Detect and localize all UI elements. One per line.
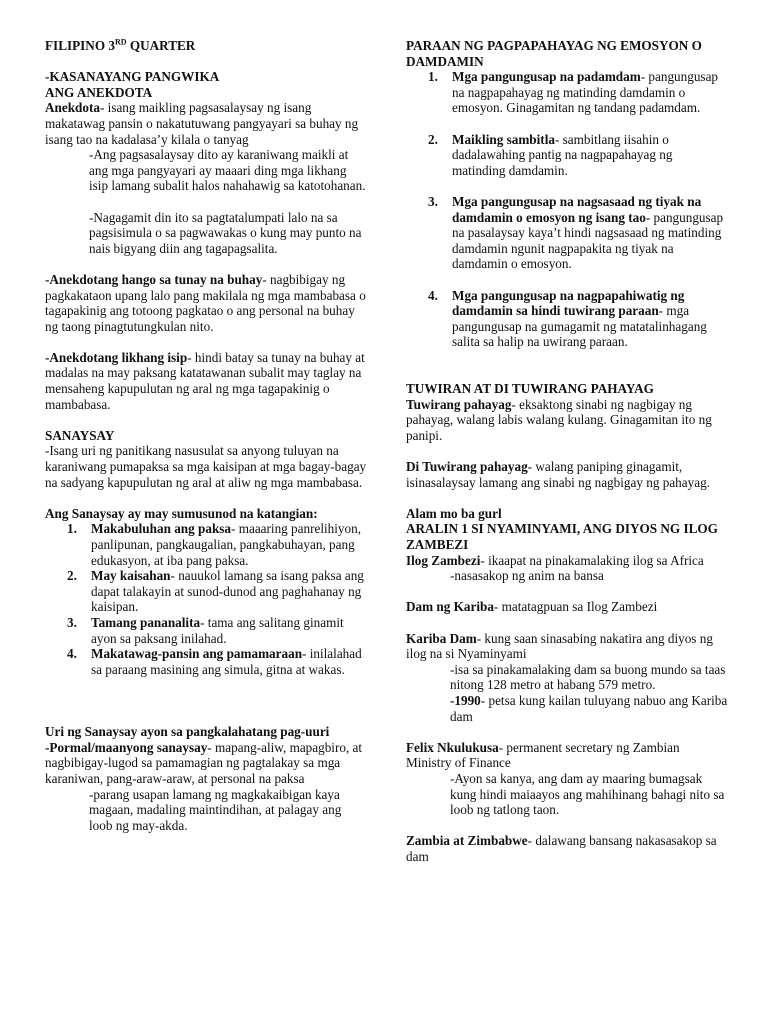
kariba-note-1: -isa sa pinakamalaking dam sa buong mundo sa taas nitong 128 metro at habang 579 metro. [450, 661, 726, 693]
katangian-heading: Ang Sanaysay ay may sumusunod na katangian: [45, 505, 318, 521]
anekdota-definition [45, 100, 367, 147]
pormal-term: -Pormal/maanyong sanaysay [45, 739, 208, 755]
anekdota-term: Anekdota [45, 100, 100, 116]
di-tuwiran-term: Di Tuwirang pahayag [406, 459, 528, 475]
hango-term: -Anekdotang hango sa tunay na buhay [45, 271, 263, 287]
anekdota-note-1: -Ang pagsasalaysay dito ay karaniwang maikli at ang mga pangyayari ay maaari ding mga likhang isip lamang subalit halos nahahawig sa katotohanan. [89, 147, 366, 194]
list-number: 2. [67, 568, 77, 584]
list-term: Mga pangungusap na nagsasaad ng tiyak na damdamin o emosyon ng isang tao [452, 193, 702, 225]
felix-note: -Ayon sa kanya, ang dam ay maaring bumagsak kung hindi maiaayos ang mahihinang bahagi nito sa loob ng tatlong taon. [450, 770, 725, 818]
kariba-year: -1990 [450, 692, 481, 708]
list-def: - mga pangungusap na gumagamit ng matatalinhagang salita sa halip na uwirang paraan. [452, 303, 707, 350]
list-item [406, 132, 728, 179]
paraan-list [406, 69, 728, 350]
ilog-def: - ikaapat na pinakamalaking ilog sa Africa [480, 552, 704, 568]
list-number: 4. [428, 287, 438, 303]
likha-term: -Anekdotang likhang isip [45, 349, 188, 365]
list-number: 2. [428, 131, 438, 147]
zambia-term: Zambia at Zimbabwe [406, 833, 528, 849]
likha-def: - hindi batay sa tunay na buhay at madalas na may paksang katatawanan subalit may taglay na mensaheng kapupulutan ng aral ng mga tagapakinig o mambabasa. [45, 349, 365, 412]
ilog-definition [406, 553, 728, 569]
list-def: - nauukol lamang sa isang paksa ang dapat talakayin at sunod-dunod ang paghahanay ng kaisipan. [91, 568, 364, 615]
section-heading-anekdota: ANG ANEKDOTA [45, 84, 153, 100]
list-term: Maikling sambitla [452, 131, 555, 147]
list-item [406, 194, 728, 272]
pormal-note: -parang usapan lamang ng magkakaibigan kaya magaan, madaling maintindihan, at palagay ang loob ng may-akda. [89, 786, 342, 833]
tuwiran-definition [406, 397, 728, 444]
list-def: - inilalahad sa paraang masining ang simula, gitna at wakas. [91, 646, 362, 677]
dam-term: Dam ng Kariba [406, 599, 494, 615]
list-item [406, 288, 728, 350]
list-def: - pangungusap na pasalaysay kaya’t hindi nagsasaad ng matinding damdamin ngunit nagpapakita ng tiyak na damdamin o emosyon. [452, 209, 724, 272]
list-term: Mga pangungusap na padamdam [452, 69, 641, 85]
tuwiran-def: - eksaktong sinabi ng nagbigay ng pahayag, walang labis walang kulang. Ginagamitan ito ng panipi. [406, 396, 712, 443]
list-term: Makabuluhan ang paksa [91, 521, 232, 537]
kariba-term: Kariba Dam [406, 630, 477, 646]
felix-term: Felix Nkulukusa [406, 739, 499, 755]
di-tuwiran-definition [406, 459, 728, 490]
list-item [45, 568, 367, 615]
alam-label: Alam mo ba gurl [406, 505, 502, 521]
page-title [45, 38, 367, 54]
list-item [45, 615, 367, 646]
spacer [406, 272, 728, 288]
spacer [406, 178, 728, 194]
right-column [406, 38, 728, 864]
list-term: May kaisahan [91, 568, 171, 584]
list-number: 3. [428, 193, 438, 209]
title-text: FILIPINO 3 [45, 38, 115, 53]
hango-def: - nagbibigay ng pagkakataon upang lalo pang makilala ng mga mambabasa o tagapakinig ang totoong pagkatao o ang personal na buhay ng taong pinagtutungkulan nito. [45, 271, 366, 334]
zambia-def: - dalawang bansang nakasasakop sa dam [406, 833, 717, 864]
kariba-def: - kung saan sinasabing nakatira ang diyos ng ilog na si Nyaminyami [406, 630, 713, 662]
list-item [45, 646, 367, 677]
anekdota-note-2: -Nagagamit din ito sa pagtatalumpati lalo na sa pagsisimula o sa pagwawakas o kung may punto na nais bigyang diin ang tagapagsalita. [89, 209, 362, 256]
list-number: 4. [67, 646, 77, 662]
anekdota-def: - isang maikling pagsasalaysay ng isang makatawag pansin o nakatutuwang pangyayari sa buhay ng isang tao na kadalasa’y kilala o tanyag [45, 100, 359, 147]
list-term: Mga pangungusap na nagpapahiwatig ng damdamin sa hindi tuwirang paraan [452, 287, 685, 319]
list-item [406, 69, 728, 116]
kariba-note-2 [406, 693, 728, 724]
aralin-heading: ARALIN 1 SI NYAMINYAMI, ANG DIYOS NG ILOG ZAMBEZI [406, 521, 718, 552]
sanaysay-definition: -Isang uri ng panitikang nasusulat sa anyong tuluyan na karaniwang pumapaksa sa mga kaisipan at mga bagay-bagay na sadyang kapupulutan ng aral at aliw ng mga mambabasa. [45, 443, 367, 490]
list-def: - maaaring panrelihiyon, panlipunan, pangkaugalian, pangkabuhayan, pang edukasyon, at iba pang paksa. [91, 521, 362, 568]
hango-definition [45, 272, 367, 334]
uri-heading: Uri ng Sanaysay ayon sa pangkalahatang pag-uuri [45, 724, 330, 740]
spacer [406, 116, 728, 132]
dam-definition [406, 599, 728, 615]
tuwiran-term: Tuwirang pahayag [406, 396, 512, 412]
list-term: Makatawag-pansin ang pamamaraan [91, 646, 303, 662]
list-number: 3. [67, 614, 77, 630]
kariba-year-def: - petsa kung kailan tuluyang nabuo ang Kariba dam [450, 692, 728, 724]
left-column [45, 38, 367, 833]
list-number: 1. [428, 69, 438, 85]
katangian-list [45, 521, 367, 677]
kariba-definition [406, 631, 728, 662]
list-number: 1. [67, 521, 77, 537]
title-quarter: QUARTER [126, 38, 196, 53]
felix-definition [406, 740, 728, 771]
likha-definition [45, 350, 367, 412]
list-term: Tamang pananalita [91, 614, 201, 630]
ilog-note: -nasasakop ng anim na bansa [450, 568, 604, 584]
list-item [45, 521, 367, 568]
list-def: - tama ang salitang ginamit ayon sa paksang inilahad. [91, 614, 344, 646]
ilog-term: Ilog Zambezi [406, 552, 481, 568]
paraan-heading: PARAAN NG PAGPAPAHAYAG NG EMOSYON O DAMDAMIN [406, 38, 702, 69]
dam-def: - matatagpuan sa Ilog Zambezi [493, 599, 658, 615]
zambia-definition [406, 833, 728, 864]
title-superscript: RD [114, 37, 127, 47]
tuwiran-heading: TUWIRAN AT DI TUWIRANG PAHAYAG [406, 381, 654, 397]
list-def: - sambitlang iisahin o dadalawahing pantig na nagpapahayag ng matinding damdamin. [452, 131, 673, 178]
list-def: - pangungusap na nagpapahayag ng matinding damdamin o emosyon. Ginagamitan ng tandang padamdam. [452, 69, 719, 116]
pormal-def: - mapang-aliw, mapagbiro, at nagbibigay-lugod sa pamamagian ng pagtalakay sa mga karaniwan, pang-araw-araw, at personal na paksa [45, 739, 363, 786]
section-heading-sanaysay: SANAYSAY [45, 427, 115, 443]
pormal-definition [45, 740, 367, 787]
di-tuwiran-def: - walang paniping ginagamit, isinasalaysay lamang ang sinabi ng nagbigay ng pahayag. [406, 459, 710, 490]
section-heading-kasanayan: -KASANAYANG PANGWIKA [45, 69, 220, 85]
felix-def: - permanent secretary ng Zambian Ministry of Finance [406, 739, 680, 771]
